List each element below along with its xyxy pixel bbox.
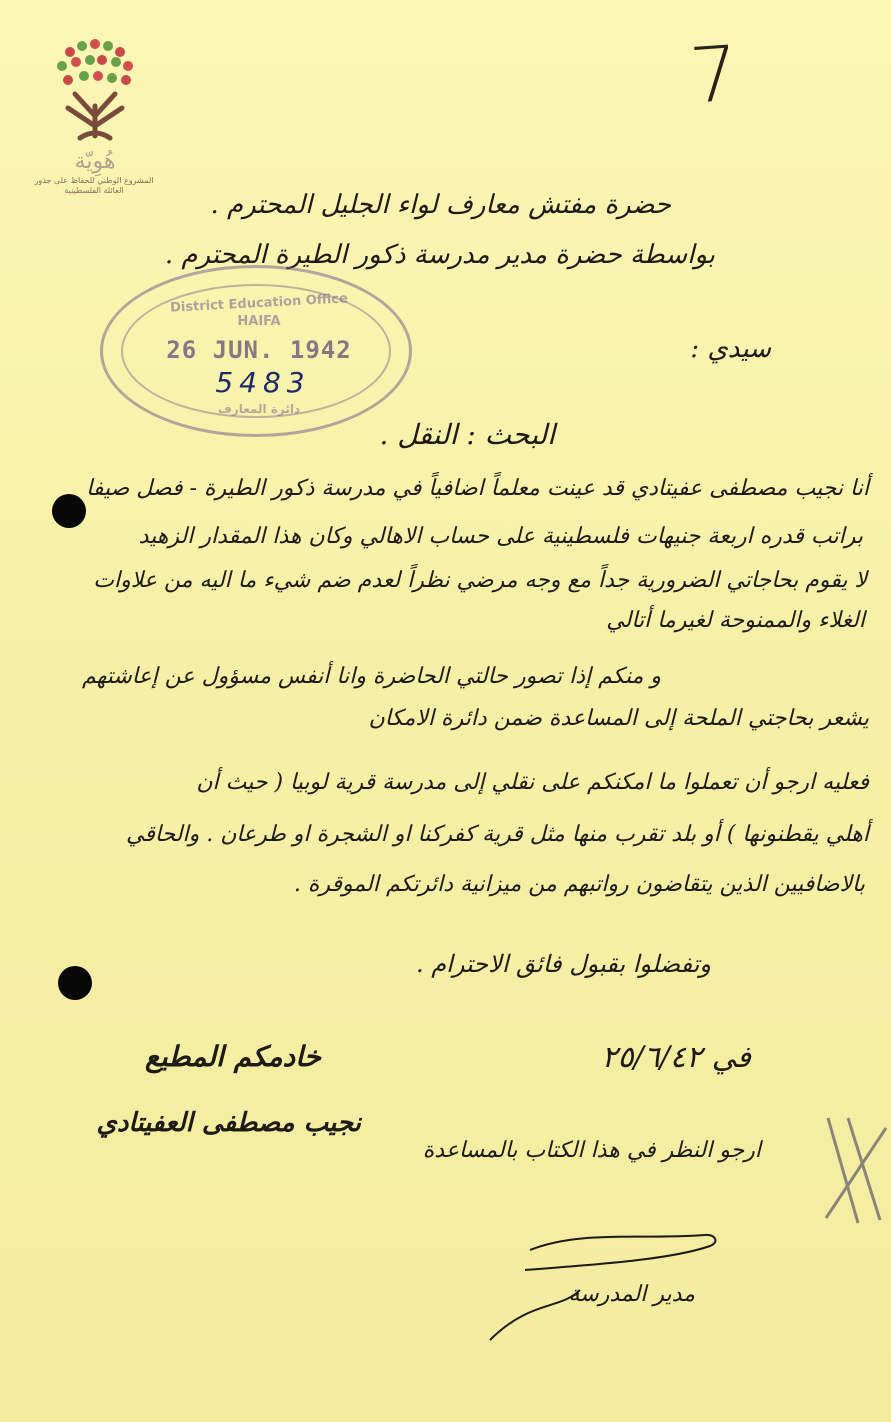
- punch-hole-icon: [52, 494, 86, 528]
- body-p3-line-2: أهلي يقطنونها ) أو بلد تقرب منها مثل قرية كفركنا او الشجرة او طرعان . والحاقي: [126, 822, 869, 847]
- body-p1-line-4: الغلاء والممنوحة لغيرما أتالي: [606, 608, 865, 633]
- stamp-city: HAIFA: [237, 314, 281, 329]
- body-p2-line-1: و منكم إذا تصور حالتي الحاضرة وانا أنفس مسؤول عن إعاشتهم: [81, 664, 661, 689]
- page-number: 7: [686, 28, 742, 121]
- signature-name: نجيب مصطفى العفيتادي: [96, 1108, 361, 1138]
- letter-date: في ٢٥/٦/٤٢: [601, 1040, 751, 1075]
- logo-wordmark: هُوِيّة: [74, 149, 116, 174]
- principal-note-line-1: ارجو النظر في هذا الكتاب بالمساعدة: [422, 1138, 761, 1163]
- signature-title: خادمكم المطيع: [145, 1040, 321, 1073]
- subject: البحث : النقل .: [379, 418, 555, 451]
- body-p1-line-3: لا يقوم بحاجاتي الضرورية جداً مع وجه مرضي نظراً لعدم ضم شيء ما اليه من علاوات: [93, 568, 867, 593]
- stamp-office: District Education Office: [169, 291, 349, 316]
- body-p1-line-2: براتب قدره اربعة جنيهات فلسطينية على حساب الاهالي وكان هذا المقدار الزهيد: [138, 524, 863, 549]
- body-p1-line-1: أنا نجيب مصطفى عفيتادي قد عينت معلماً اضافياً في مدرسة ذكور الطيرة - فصل صيفا: [86, 476, 869, 501]
- stamp-number: 5483: [215, 366, 311, 399]
- closing-line: وتفضلوا بقبول فائق الاحترام .: [416, 950, 711, 978]
- stamp-date: 26 JUN. 1942: [166, 336, 352, 364]
- addressee-line-2: بواسطة حضرة مدير مدرسة ذكور الطيرة المحترم .: [164, 240, 715, 270]
- logo-caption: المشروع الوطني للحفاظ على جذور العائلة الفلسطينية: [34, 176, 154, 195]
- logo: [40, 36, 150, 196]
- received-stamp: [100, 265, 412, 437]
- body-p3-line-1: فعليه ارجو أن تعملوا ما امكنكم على نقلي إلى مدرسة قرية لوبيا ( حيث أن: [196, 770, 869, 795]
- pencil-cross-mark-icon: [818, 1108, 890, 1228]
- body-p2-line-2: يشعر بحاجتي الملحة إلى المساعدة ضمن دائرة الامكان: [368, 706, 869, 731]
- salutation: سيدي :: [690, 334, 771, 364]
- principal-note-line-2: مدير المدرسة: [568, 1282, 695, 1307]
- addressee-line-1: حضرة مفتش معارف لواء الجليل المحترم .: [210, 190, 671, 220]
- punch-hole-icon: [58, 966, 92, 1000]
- tree-people-icon: [40, 36, 150, 176]
- stamp-arabic: دائرة المعارف: [217, 402, 301, 416]
- body-p3-line-3: بالاضافيين الذين يتقاضون رواتبهم من ميزانية دائرتكم الموقرة .: [293, 872, 865, 897]
